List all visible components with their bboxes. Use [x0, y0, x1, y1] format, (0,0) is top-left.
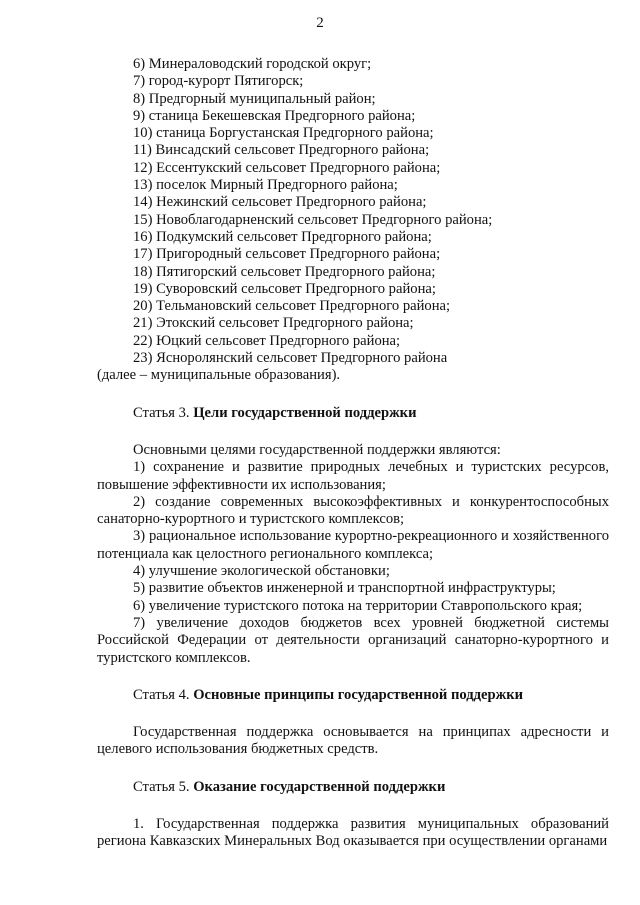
list-item: 20) Тельмановский сельсовет Предгорного района; [133, 298, 451, 315]
article-4-title: Основные принципы государственной поддержки [193, 686, 524, 703]
list-item: 14) Нежинский сельсовет Предгорного района; [133, 194, 427, 211]
goal-item: 6) увеличение туристского потока на территории Ставропольского края; [133, 597, 583, 614]
goal-item: 3) рациональное использование курортно-рекреационного и хозяйственного потенциала как целостного регионального комплекса; [97, 528, 609, 562]
article-5-prefix: Статья 5. [133, 778, 194, 795]
list-item: 8) Предгорный муниципальный район; [133, 90, 376, 107]
list-item: 6) Минераловодский городской округ; [133, 56, 372, 72]
article-5-heading [97, 779, 609, 796]
list-item: 15) Новоблагодарненский сельсовет Предгорного района; [133, 211, 493, 228]
list-item: 16) Подкумский сельсовет Предгорного района; [133, 228, 432, 245]
list-item: 13) поселок Мирный Предгорного района; [133, 177, 398, 194]
article-3-heading [97, 405, 609, 422]
list-item: 17) Пригородный сельсовет Предгорного района; [133, 246, 441, 263]
list-item: 11) Винсадский сельсовет Предгорного района; [133, 142, 430, 159]
article-5-text: 1. Государственная поддержка развития муниципальных образований региона Кавказских Минеральных Вод оказывается при осуществлении органами [97, 815, 609, 850]
article-3-title: Цели государственной поддержки [193, 404, 417, 421]
goal-item: 1) сохранение и развитие природных лечебных и туристских ресурсов, повышение эффективности их использования; [97, 459, 609, 493]
list-item: 9) станица Бекешевская Предгорного района; [133, 107, 416, 124]
list-tail: (далее – муниципальные образования). [97, 367, 341, 384]
list-item: 22) Юцкий сельсовет Предгорного района; [133, 332, 401, 349]
list-item: 7) город-курорт Пятигорск; [133, 73, 304, 90]
goal-item: 7) увеличение доходов бюджетов всех уровней бюджетной системы Российской Федерации от деятельности организаций санаторно-курортного и туристского комплексов. [97, 614, 609, 666]
goal-item: 2) создание современных высокоэффективных и конкурентоспособных санаторно-курортного и туристского комплексов; [97, 493, 609, 528]
goal-item: 4) улучшение экологической обстановки; [133, 563, 390, 580]
municipal-list [97, 56, 609, 385]
list-item: 23) Ясноpолянский сельсовет Предгорного района [133, 350, 448, 367]
document-body [97, 56, 609, 851]
list-item: 10) станица Боргустанская Предгорного района; [133, 125, 434, 142]
list-item: 19) Суворовский сельсовет Предгорного района; [133, 280, 436, 297]
goal-item: 5) развитие объектов инженерной и транспортной инфраструктуры; [133, 580, 556, 597]
article-4-heading [97, 687, 609, 704]
list-item: 12) Ессентукский сельсовет Предгорного района; [133, 159, 441, 176]
list-item: 18) Пятигорский сельсовет Предгорного района; [133, 263, 436, 280]
article-4-prefix: Статья 4. [133, 686, 194, 703]
article-4-text: Государственная поддержка основывается на принципах адресности и целевого использования бюджетных средств. [97, 724, 609, 758]
list-item: 21) Этокский сельсовет Предгорного района; [133, 315, 414, 332]
article-3-prefix: Статья 3. [133, 404, 194, 421]
article-3-intro: Основными целями государственной поддержки являются: [133, 441, 501, 458]
article-5-title: Оказание государственной поддержки [193, 778, 446, 795]
page-number: 2 [316, 15, 324, 31]
